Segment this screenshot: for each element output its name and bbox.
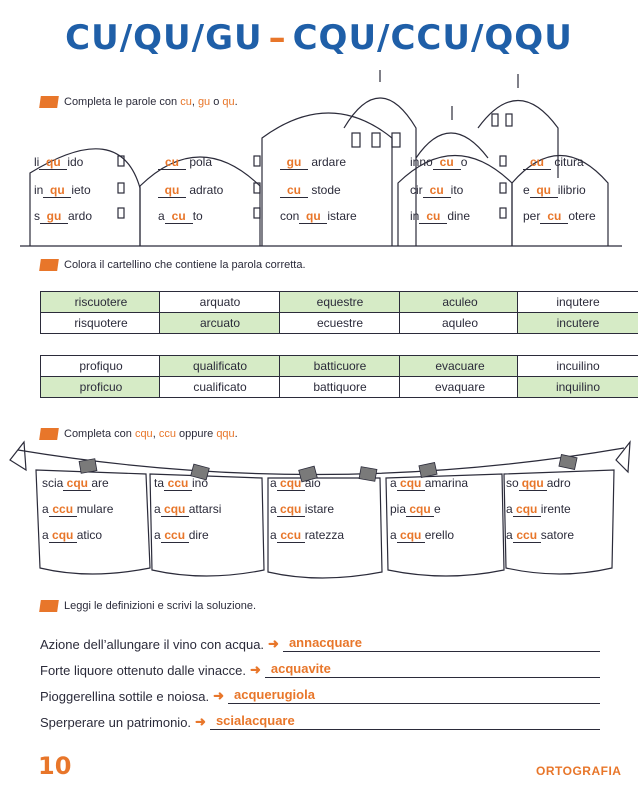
word-suffix: are (91, 476, 109, 490)
word-item (523, 209, 596, 224)
word-blank-answer[interactable]: cu (423, 184, 451, 198)
word-suffix: o (460, 155, 468, 169)
word-blank-answer[interactable]: qu (39, 156, 67, 170)
word-item (270, 528, 344, 543)
card-option-bottom[interactable]: risquotere (74, 316, 128, 330)
word-blank-answer[interactable]: cqu (397, 529, 425, 543)
word-blank-answer[interactable]: cqu (277, 503, 305, 517)
word-item (154, 528, 209, 543)
answer-line[interactable] (283, 637, 600, 652)
word-prefix: li (34, 155, 40, 169)
answer-text: acquavite (270, 661, 331, 676)
word-card[interactable] (279, 355, 401, 398)
word-blank-answer[interactable]: cqu (406, 503, 434, 517)
page-title (0, 18, 638, 58)
card-option-top[interactable]: profiquo (41, 356, 161, 377)
word-prefix: in (34, 183, 44, 197)
word-prefix: cir (410, 183, 423, 197)
word-suffix: ito (450, 183, 464, 197)
answer-text: acquerugiola (234, 687, 315, 702)
word-prefix: so (506, 476, 519, 490)
answer-text: scialacquare (215, 713, 295, 728)
word-suffix: istare (304, 502, 335, 516)
word-suffix: otere (568, 209, 596, 223)
section4-instruction: Leggi le definizioni e scrivi la soluzione. (40, 600, 256, 612)
word-blank-answer[interactable]: qu (530, 184, 558, 198)
word-blank-answer[interactable]: cu (523, 156, 551, 170)
word-item (410, 183, 463, 198)
card-option-top[interactable]: equestre (280, 292, 400, 313)
word-suffix: ino (192, 476, 209, 490)
word-suffix: ardare (308, 155, 347, 169)
card-option-bottom[interactable]: evaquare (434, 380, 486, 394)
word-item (158, 209, 203, 224)
word-suffix: atico (76, 528, 103, 542)
word-prefix: a (390, 528, 397, 542)
card-option-bottom[interactable]: proficuo (41, 377, 161, 397)
word-item (523, 155, 584, 170)
word-prefix: in (410, 209, 420, 223)
word-suffix: adro (546, 476, 571, 490)
word-suffix: dire (188, 528, 209, 542)
word-item (154, 476, 208, 491)
word-item (34, 209, 92, 224)
definition-text: Pioggerellina sottile e noiosa. (40, 689, 210, 704)
word-suffix: erello (424, 528, 455, 542)
word-item (34, 155, 83, 170)
word-suffix: ratezza (304, 528, 345, 542)
word-blank-answer[interactable]: qu (43, 184, 71, 198)
word-suffix: ido (67, 155, 84, 169)
word-prefix: per (523, 209, 541, 223)
word-prefix: a (154, 502, 161, 516)
word-prefix: a (270, 528, 277, 542)
word-item (42, 502, 113, 517)
word-item (280, 209, 357, 224)
word-suffix: ilibrio (557, 183, 586, 197)
word-prefix: a (154, 528, 161, 542)
answer-text: annacquare (288, 635, 362, 650)
card-option-bottom[interactable]: cualificato (193, 380, 247, 394)
word-blank-answer[interactable]: qqu (519, 477, 547, 491)
section3-instruction: Completa con cqu, ccu oppure qqu. (40, 428, 238, 440)
word-suffix: mulare (76, 502, 114, 516)
word-item (34, 183, 91, 198)
word-blank-answer[interactable]: qu (299, 210, 327, 224)
word-suffix: to (192, 209, 203, 223)
word-item (390, 528, 454, 543)
word-blank-answer[interactable]: cu (419, 210, 447, 224)
word-prefix: a (42, 502, 49, 516)
word-card[interactable] (279, 291, 401, 334)
word-prefix: a (158, 209, 165, 223)
section2-instruction: Colora il cartellino che contiene la parola corretta. (40, 259, 306, 271)
word-blank-answer[interactable]: cu (540, 210, 568, 224)
answer-line[interactable] (265, 663, 600, 678)
card-option-top[interactable]: arquato (160, 292, 280, 313)
word-suffix: ieto (71, 183, 91, 197)
word-item (506, 502, 571, 517)
word-item (506, 528, 574, 543)
card-option-bottom[interactable]: inquilino (518, 377, 638, 397)
answer-line[interactable] (210, 715, 600, 730)
arrow-icon: ➜ (195, 714, 206, 729)
word-suffix: e (434, 502, 441, 516)
card-option-bottom[interactable]: incutere (518, 313, 638, 333)
definition-row (40, 688, 600, 704)
word-item (42, 476, 109, 491)
word-item (158, 155, 212, 170)
word-suffix: adrato (186, 183, 224, 197)
word-prefix: pia (390, 502, 407, 516)
definition-row (40, 662, 600, 678)
definition-text: Forte liquore ottenuto dalle vinacce. (40, 663, 246, 678)
arrow-icon: ➜ (213, 688, 225, 703)
word-item (410, 155, 467, 170)
word-item (280, 155, 346, 170)
card-option-top[interactable]: riscuotere (41, 292, 161, 313)
card-option-bottom[interactable]: ecuestre (316, 316, 364, 330)
word-item (270, 502, 334, 517)
word-suffix: dine (447, 209, 471, 223)
card-option-top[interactable]: qualificato (160, 356, 280, 377)
word-prefix: a (42, 528, 49, 542)
title-part1: CU/QU/GU (65, 18, 263, 58)
arrow-icon: ➜ (249, 662, 261, 677)
word-suffix: aio (304, 476, 321, 490)
word-prefix: s (34, 209, 40, 223)
footer-label: ORTOGRAFIA (536, 764, 622, 778)
word-card[interactable] (517, 355, 638, 398)
word-blank-answer[interactable]: ccu (161, 529, 189, 543)
word-prefix: a (270, 502, 277, 516)
word-prefix: ta (154, 476, 165, 490)
section-marker-icon (39, 259, 59, 271)
word-prefix: inno (410, 155, 433, 169)
word-suffix: satore (540, 528, 575, 542)
word-card[interactable] (40, 355, 162, 398)
word-blank-answer[interactable]: cqu (513, 503, 541, 517)
word-item (154, 502, 221, 517)
word-suffix: amarina (424, 476, 469, 490)
word-prefix: e (523, 183, 530, 197)
word-blank-answer[interactable]: ccu (164, 477, 192, 491)
word-blank-answer[interactable]: cqu (49, 529, 77, 543)
word-card[interactable] (159, 355, 281, 398)
word-item (390, 502, 441, 517)
word-item (506, 476, 571, 491)
card-option-bottom[interactable]: arcuato (160, 313, 280, 333)
word-blank-answer[interactable]: cqu (161, 503, 189, 517)
card-option-bottom[interactable]: battiquore (313, 380, 367, 394)
section1-instruction: Completa le parole con cu, gu o qu. (40, 96, 238, 108)
word-blank-answer[interactable]: ccu (49, 503, 77, 517)
word-card[interactable] (159, 291, 281, 334)
word-card[interactable] (517, 291, 638, 334)
word-prefix: a (270, 476, 277, 490)
word-suffix: stode (308, 183, 341, 197)
card-option-top[interactable]: incuilino (518, 356, 638, 377)
word-item (523, 183, 586, 198)
word-blank-answer[interactable]: cu (158, 156, 186, 170)
definition-text: Sperperare un patrimonio. (40, 715, 192, 730)
arrow-icon: ➜ (268, 636, 279, 651)
word-blank-answer[interactable]: gu (40, 210, 68, 224)
card-option-bottom[interactable]: aquleo (441, 316, 479, 330)
word-blank-answer[interactable]: cqu (63, 477, 91, 491)
word-suffix: irente (540, 502, 571, 516)
word-blank-answer[interactable]: qu (158, 184, 186, 198)
definition-row (40, 714, 600, 730)
card-option-top[interactable]: batticuore (280, 356, 400, 377)
word-card[interactable] (399, 355, 521, 398)
word-blank-answer[interactable]: cu (433, 156, 461, 170)
definition-text: Azione dell’allungare il vino con acqua. (40, 637, 265, 652)
definition-row (40, 636, 600, 652)
word-suffix: ardo (68, 209, 93, 223)
word-prefix: a (506, 502, 513, 516)
word-suffix: attarsi (188, 502, 222, 516)
word-blank-answer[interactable]: cu (280, 184, 308, 198)
word-blank-answer[interactable]: gu (280, 156, 308, 170)
page-number: 10 (38, 752, 72, 780)
word-suffix: citura (551, 155, 584, 169)
card-option-top[interactable]: inqutere (518, 292, 638, 313)
word-item (158, 183, 223, 198)
word-suffix: pola (186, 155, 213, 169)
word-prefix: a (390, 476, 397, 490)
word-item (270, 476, 321, 491)
word-blank-answer[interactable]: cqu (397, 477, 425, 491)
word-suffix: istare (327, 209, 357, 223)
word-blank-answer[interactable]: ccu (277, 529, 305, 543)
answer-line[interactable] (228, 689, 600, 704)
word-blank-answer[interactable]: cqu (277, 477, 305, 491)
word-prefix: scia (42, 476, 64, 490)
card-option-top[interactable]: aculeo (400, 292, 520, 313)
card-option-top[interactable]: evacuare (400, 356, 520, 377)
word-card[interactable] (40, 291, 162, 334)
word-prefix: a (506, 528, 513, 542)
title-dash: – (268, 18, 287, 58)
word-card[interactable] (399, 291, 521, 334)
word-item (410, 209, 470, 224)
word-prefix: con (280, 209, 300, 223)
title-part2: CQU/CCU/QQU (292, 18, 573, 58)
word-item (42, 528, 102, 543)
section-marker-icon (39, 600, 59, 612)
word-blank-answer[interactable]: ccu (513, 529, 541, 543)
word-item (390, 476, 468, 491)
word-blank-answer[interactable]: cu (165, 210, 193, 224)
word-item (280, 183, 341, 198)
